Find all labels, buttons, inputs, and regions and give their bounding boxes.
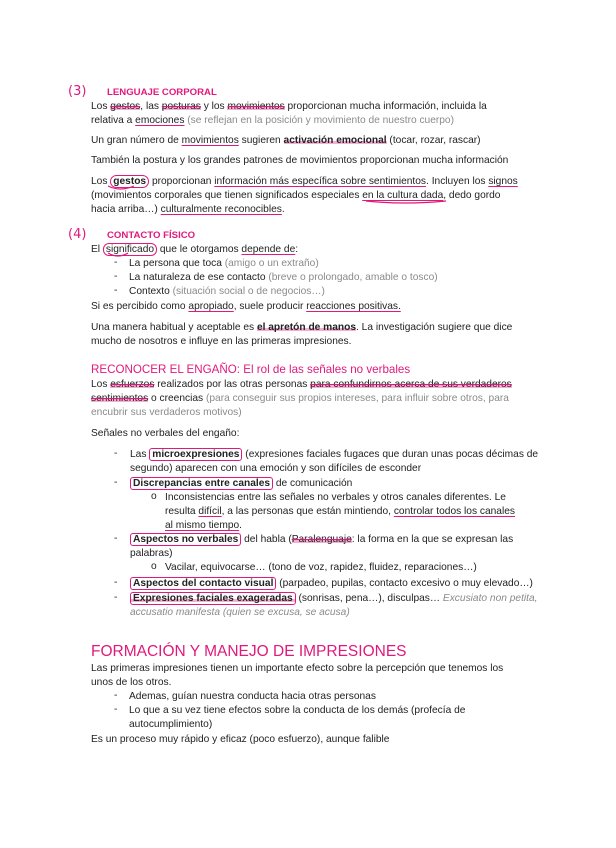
heading-contacto-fisico: CONTACTO FÍSICO <box>107 230 196 241</box>
list-item-continuation: accusatio manifesta (quien se excusa, se acusa) <box>130 607 350 618</box>
list-dash: - <box>114 592 118 603</box>
sub-bullet: o <box>151 491 157 502</box>
heading-reconocer-engano: RECONOCER EL ENGAÑO: El rol de las señales no verbales <box>91 363 411 376</box>
paragraph-line: hacia arriba…) culturalmente reconocibles. <box>91 204 285 215</box>
paragraph-line: Los gestos, las posturas y los movimientos proporcionan mucha información, incluida la <box>91 101 487 112</box>
sub-bullet: o <box>151 561 157 572</box>
list-dash: - <box>114 690 118 701</box>
paragraph-line: También la postura y los grandes patrones de movimientos proporcionan mucha información <box>91 155 509 166</box>
paragraph-line: Si es percibido como apropiado, suele producir reacciones positivas. <box>91 301 401 312</box>
underline-stroke <box>108 253 128 256</box>
paragraph-line: Una manera habitual y aceptable es el apretón de manos. La investigación sugiere que dice <box>91 322 513 333</box>
paragraph-line: unos de los otros. <box>91 677 172 688</box>
list-item: Ademas, guían nuestra conducta hacia otras personas <box>129 691 376 702</box>
list-dash: - <box>114 577 118 588</box>
paragraph-line: encubrir sus verdaderos motivos) <box>91 407 242 418</box>
list-item: Aspectos no verbales del habla (Paralenguaje: la forma en la que se expresan las <box>130 533 513 546</box>
list-dash: - <box>114 271 118 282</box>
list-dash: - <box>114 257 118 268</box>
list-item: La naturaleza de ese contacto (breve o prolongado, amable o tosco) <box>129 272 438 283</box>
list-dash: - <box>114 704 118 715</box>
paragraph-line: (movimientos corporales que tienen significados especiales en la cultura dada, dedo gordo <box>91 190 501 201</box>
paragraph-line: El significado que le otorgamos depende de: <box>91 244 299 255</box>
list-item-continuation: segundo) aparecen con una emoción y son difíciles de esconder <box>130 463 422 474</box>
list-item: Lo que a su vez tiene efectos sobre la conducta de los demás (profecía de <box>129 705 466 716</box>
list-dash: - <box>114 448 118 459</box>
paragraph-line: Es un proceso muy rápido y eficaz (poco esfuerzo), aunque falible <box>91 734 390 745</box>
paragraph-line: mucho de nosotros e influye en las primeras impresiones. <box>91 336 352 347</box>
sub-item: Inconsistencias entre las señales no verbales y otros canales diferentes. Le <box>165 492 506 503</box>
list-item: Contexto (situación social o de negocios…) <box>129 286 325 297</box>
section-number-4: (4) <box>68 227 87 242</box>
list-dash: - <box>114 477 118 488</box>
paragraph-line: Señales no verbales del engaño: <box>91 428 240 439</box>
sub-item-continuation: al mismo tiempo. <box>165 520 243 531</box>
underline-stroke <box>108 186 134 189</box>
list-item: La persona que toca (amigo o un extraño) <box>129 258 319 269</box>
heading-formacion-impresiones: FORMACIÓN Y MANEJO DE IMPRESIONES <box>91 643 407 660</box>
underline-stroke <box>366 201 446 203</box>
list-item: Expresiones faciales exageradas (sonrisas, pena…), disculpas… Excusiato non petita, <box>130 592 538 605</box>
heading-lenguaje-corporal: LENGUAJE CORPORAL <box>107 87 217 98</box>
paragraph-line: relativa a emociones (se reflejan en la posición y movimiento de nuestro cuerpo) <box>91 115 454 126</box>
section-number-3: (3) <box>68 84 87 99</box>
paragraph-line: Las primeras impresiones tienen un importante efecto sobre la percepción que tenemos los <box>91 663 504 674</box>
list-item: Las microexpresiones (expresiones faciales fugaces que duran unas pocas décimas de <box>130 449 539 460</box>
paragraph-line: Los esfuerzos realizados por las otras personas para confundirnos acerca de sus verdaderos <box>91 379 512 390</box>
list-item-continuation: palabras) <box>130 548 173 559</box>
paragraph-line: Un gran número de movimientos sugieren activación emocional (tocar, rozar, rascar) <box>91 135 481 146</box>
paragraph-line: Los gestos proporcionan información más específica sobre sentimientos. Incluyen los signos <box>91 176 518 187</box>
list-item: Aspectos del contacto visual (parpadeo, pupilas, contacto excesivo o muy elevado…) <box>130 577 533 590</box>
list-item-continuation: autocumplimiento) <box>129 719 213 730</box>
list-dash: - <box>114 533 118 544</box>
list-item: Discrepancias entre canales de comunicación <box>130 477 352 490</box>
list-dash: - <box>114 285 118 296</box>
sub-item: Vacilar, equivocarse… (tono de voz, rapidez, fluidez, reparaciones…) <box>165 562 477 573</box>
sub-item-continuation: resulta difícil, a las personas que están mintiendo, controlar todos los canales <box>165 506 515 517</box>
paragraph-line: sentimientos o creencias (para conseguir sus propios intereses, para influir sobre otros, para <box>91 393 509 404</box>
